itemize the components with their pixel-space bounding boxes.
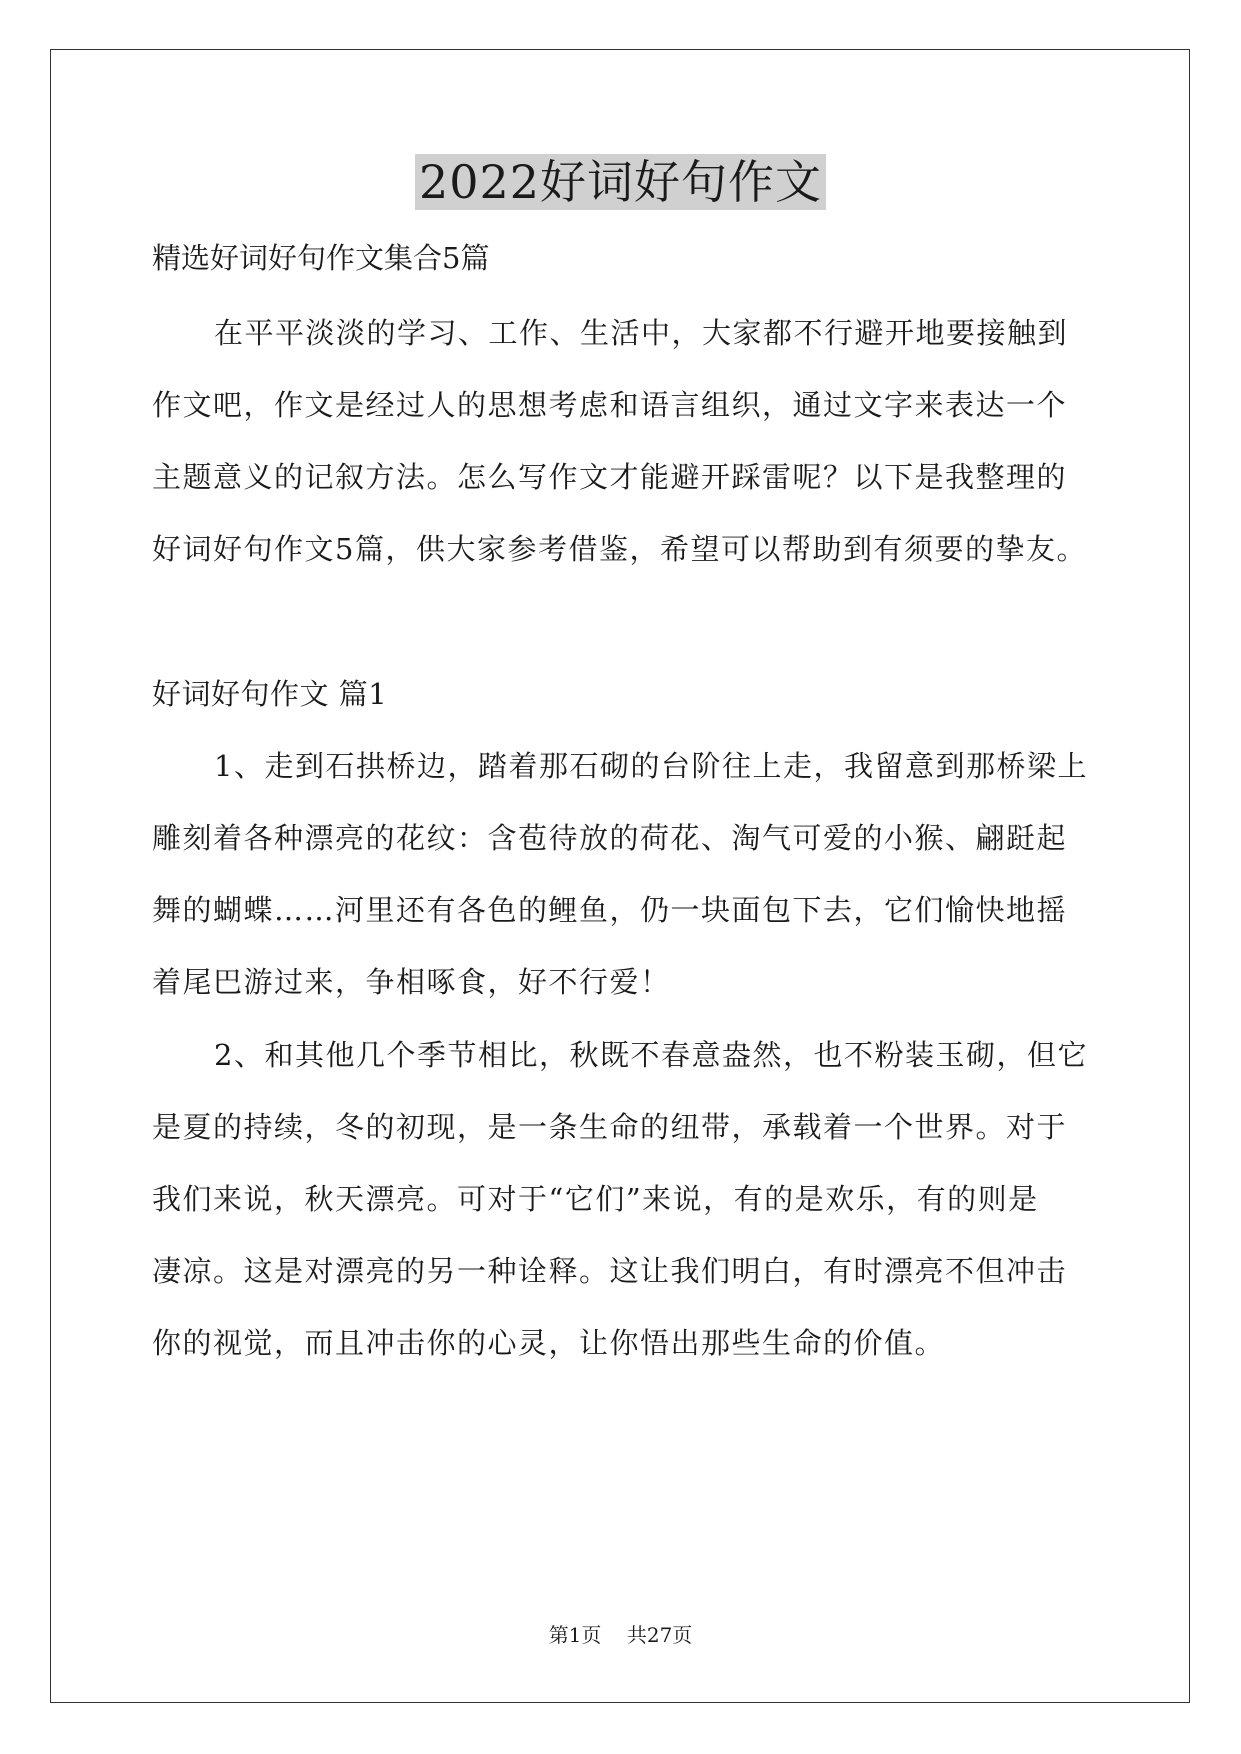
intro-line: 主题意义的记叙方法。怎么写作文才能避开踩雷呢？以下是我整理的 — [152, 460, 1068, 494]
paragraph-line: 着尾巴游过来，争相啄食，好不行爱！ — [152, 965, 671, 999]
paragraph-line: 雕刻着各种漂亮的花纹：含苞待放的荷花、淘气可爱的小猴、翩跹起 — [152, 821, 1068, 855]
intro-line: 好词好句作文5篇，供大家参考借鉴，希望可以帮助到有须要的挚友。 — [152, 532, 1087, 566]
paragraph-line: 凄凉。这是对漂亮的另一种诠释。这让我们明白，有时漂亮不但冲击 — [152, 1254, 1068, 1288]
page-border — [50, 49, 1190, 1703]
paragraph-line: 你的视觉，而且冲击你的心灵，让你悟出那些生命的价值。 — [152, 1326, 946, 1360]
paragraph-line: 是夏的持续，冬的初现，是一条生命的纽带，承载着一个世界。对于 — [152, 1110, 1068, 1144]
intro-line: 在平平淡淡的学习、工作、生活中，大家都不行避开地要接触到 — [214, 316, 1069, 350]
paragraph-line: 舞的蝴蝶……河里还有各色的鲤鱼，仍一块面包下去，它们愉快地摇 — [152, 893, 1068, 927]
title-wrap — [0, 154, 1241, 210]
document-title: 2022好词好句作文 — [415, 154, 826, 210]
paragraph-line: 我们来说，秋天漂亮。可对于“它们”来说，有的是欢乐，有的则是 — [152, 1182, 1039, 1216]
section-heading: 好词好句作文 篇1 — [152, 677, 388, 711]
paragraph-line: 1、走到石拱桥边，踏着那石砌的台阶往上走，我留意到那桥梁上 — [214, 749, 1088, 783]
paragraph-line: 2、和其他几个季节相比，秋既不春意盎然，也不粉装玉砌，但它 — [214, 1038, 1088, 1072]
intro-line: 作文吧，作文是经过人的思想考虑和语言组织，通过文字来表达一个 — [152, 388, 1068, 422]
document-subtitle: 精选好词好句作文集合5篇 — [152, 241, 490, 275]
page-number: 第1页 共27页 — [548, 1623, 693, 1647]
